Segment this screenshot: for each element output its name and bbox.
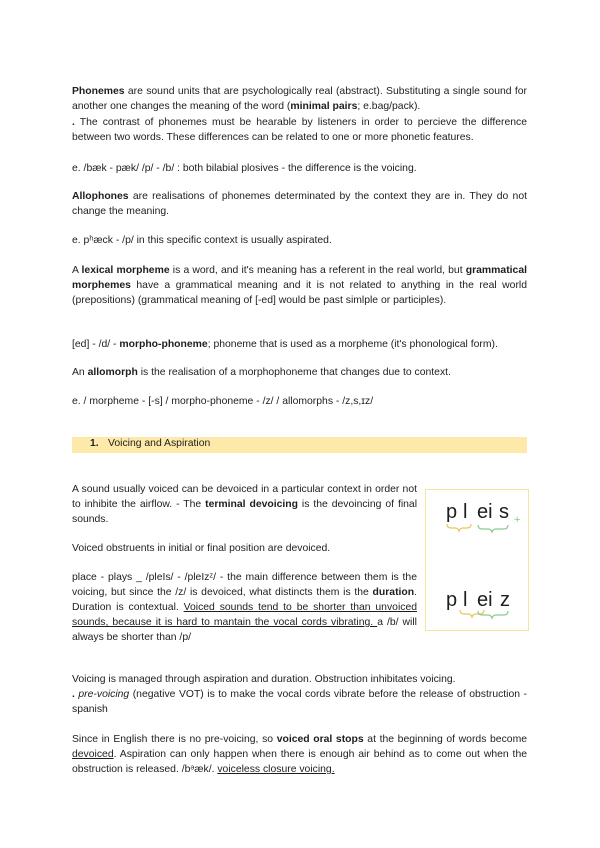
brace-icon-yellow-2 [460, 610, 484, 617]
morpheme-paragraph: A lexical morpheme is a word, and it's meaning has a referent in the real world, but grammatical morphemes have a grammatical meaning and it is not related to anything in the real world (prepositions) (grammatical meaning of [-ed] would be past simlple or participles). [72, 265, 527, 306]
phonemes-term: Phonemes [72, 86, 125, 97]
word1-s: s [499, 501, 509, 523]
word1-l: l [463, 501, 468, 523]
section-number: 1. [90, 438, 99, 449]
section-title: Voicing and Aspiration [108, 438, 211, 449]
bullet: . [72, 117, 75, 128]
voicing-example: e. /bæk - pæk/ /p/ - /b/ : both bilabial plosives - the difference is the voicing. [72, 163, 417, 174]
brace-icon-green-1 [478, 525, 508, 532]
phonemes-paragraph: Phonemes are sound units that are psychologically real (abstract). Substituting a single sound for another one changes the meaning of the word (minimal pairs; e.bag/pack). [72, 86, 527, 112]
pre-voicing-paragraph: . pre-voicing (negative VOT) is to make the vocal cords vibrate before the release of obstruction - spanish [72, 689, 527, 715]
brace-icon-yellow-1 [447, 524, 471, 531]
word2-ei: ei [477, 589, 493, 611]
allomorph-example: e. / morpheme - [-s] / morpho-phoneme - /z/ / allomorphs - /z,s,ɪz/ [72, 396, 374, 407]
pleis-pleiz-diagram [425, 489, 529, 631]
allomorph-paragraph: An allomorph is the realisation of a morphophoneme that changes due to context. [72, 367, 451, 378]
morpho-phoneme-paragraph: [ed] - /d/ - morpho-phoneme; phoneme that is used as a morpheme (it's phonological form). [72, 339, 498, 350]
plus-sign: + [514, 514, 521, 526]
brace-icon-green-2 [478, 611, 508, 618]
word2-p: p [446, 589, 458, 611]
voicing-managed-paragraph: Voicing is managed through aspiration and duration. Obstruction inhibitates voicing. [72, 674, 456, 685]
diagram-svg [426, 490, 528, 630]
voiced-stops-paragraph: Since in English there is no pre-voicing, so voiced oral stops at the beginning of words become devoiced. Aspiration can only happen when there is enough air behind as to come out when the obstruction is released. /bᵊæk/. voiceless closure voicing. [72, 734, 527, 775]
word2-l: l [463, 589, 468, 611]
aspiration-example: e. pʰæck - /p/ in this specific context is usually aspirated. [72, 235, 332, 246]
allophones-term: Allophones [72, 191, 129, 202]
allophones-paragraph: Allophones are realisations of phonemes determinated by the context they are in. They do not change the meaning. [72, 191, 527, 217]
obstruents-paragraph: Voiced obstruents in initial or final position are devoiced. [72, 543, 331, 554]
section-heading [72, 437, 527, 453]
word1-ei: ei [477, 501, 493, 523]
word1-p: p [446, 501, 458, 523]
contrast-paragraph: . The contrast of phonemes must be hearable by listeners in order to percieve the difference between two words. These differences can be related to one or more phonetic features. [72, 117, 527, 143]
duration-paragraph: place - plays _ /pleIs/ - /pleIzᶻ/ - the main difference between them is the voicing, but since the /z/ is devoiced, what distincts them is the duration. Duration is contextual. Voiced sounds tend to be shorter than unvoiced sounds, because it is hard to mantain the vocal cords vibrating. a /b/ will always be shorter than /p/ [72, 572, 417, 643]
word2-z: z [500, 589, 510, 611]
devoicing-paragraph: A sound usually voiced can be devoiced in a particular context in order not to inhibite the airflow. - The terminal devoicing is the devoincing of final sounds. [72, 484, 418, 525]
